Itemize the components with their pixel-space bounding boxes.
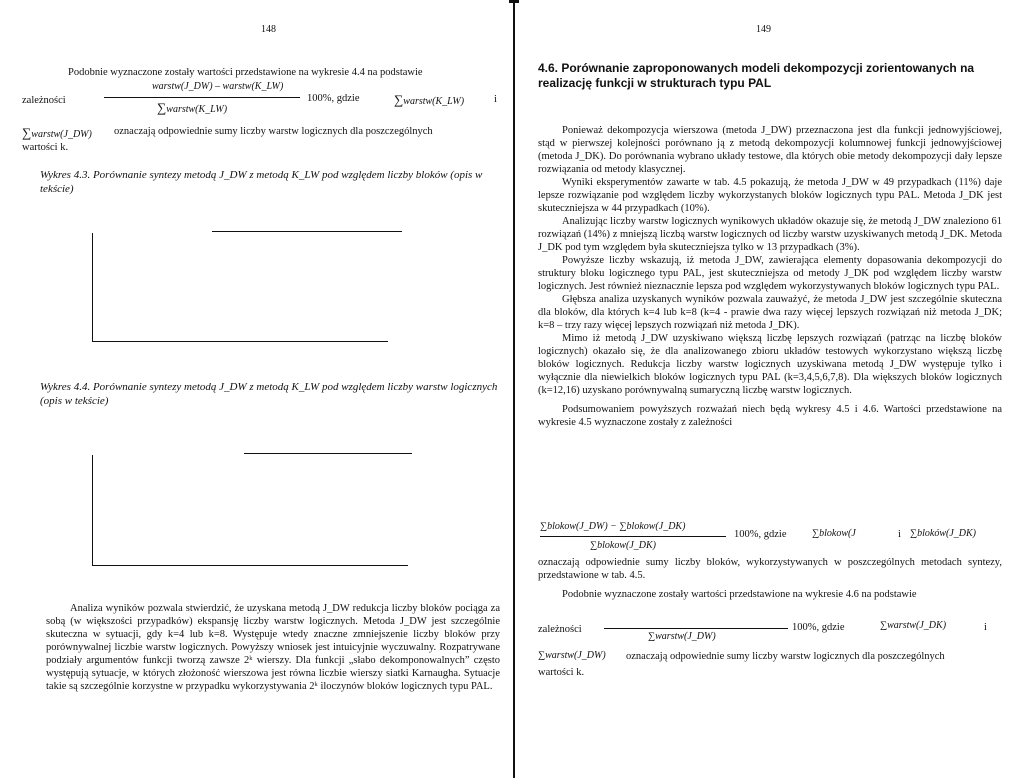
left-sum-desc: oznaczają odpowiednie sumy liczby warstw logicznych dla poszczególnych [114, 126, 433, 137]
graph-4-4-y-axis [92, 455, 93, 565]
left-wartosci-k: wartości k. [22, 142, 69, 153]
left-paragraph: Analiza wyników pozwala stwierdzić, że uzyskana metodą J_DW redukcja liczby bloków pociąga za sobą (w większości przypadków) ekspansję liczby warstw logicznych. Metoda J_DW jest szczególnie skuteczna w sytuacji, gdy k=4 lub k=8. Występuje wtedy znaczne zmniejszenie liczby bloków przy porównywalnej liczbie warstw logicznych. Powyższy wniosek jest intuicyjnie wyczuwalny. Rozpatrywane podziały argumentów funkcji tworzą zawsze 2ᵏ wierszy. Dla funkcji „słabo dekomponowalnych” często występują sytuacje, w których złożoność wierszowa jest równa liczbie wierszy siatki Karnaugha. Sytuacje takie są szczególnie korzystne w przypadku wykorzystywania 2ᵏ iloczynów bloków logicznych typu PAL. [46, 603, 500, 692]
left-sum-term: warstw(K_LW) [403, 96, 465, 107]
right-paragraph-8: oznaczają odpowiednie sumy liczby bloków, wykorzystywanych w poszczególnych metodach syntezy, przedstawione w tab. 4.5. [538, 557, 1002, 581]
left-page-number: 148 [261, 24, 276, 35]
right-formula1-pct: 100%, gdzie [734, 529, 787, 540]
sigma-icon: ∑ [22, 125, 32, 140]
section-heading: 4.6. Porównanie zaproponowanych modeli dekompozycji zorientowanych na realizację funkcji w strukturach typu PAL [538, 61, 975, 90]
left-and: i [494, 94, 497, 105]
right-formula2-bottom: ∑warstw(J_DW) [648, 631, 716, 642]
right-paragraph-4: Powyższe liczby wskazują, iż metoda J_DW, zawierająca elementy dopasowania dekompozycji do struktury bloku logicznego typu PAL, jest skuteczniejsza od metody J_DK pod względem liczby warstw logicznych. Jest również nieznacznie lepsza pod względem wykorzystywanych bloków logicznych typu PAL. [538, 255, 1002, 292]
right-formula2-desc: oznaczają odpowiednie sumy liczby warstw logicznych dla poszczególnych [626, 651, 945, 662]
right-formula2-and: i [984, 622, 987, 633]
left-formula-bottom: warstw(K_LW) [166, 104, 228, 115]
right-formula1-term2: ∑bloków(J_DK) [910, 528, 977, 539]
right-page-number: 149 [756, 24, 771, 35]
left-sum-term2: warstw(J_DW) [31, 129, 92, 140]
left-intro-line: Podobnie wyznaczone zostały wartości przedstawione na wykresie 4.4 na podstawie [68, 67, 423, 78]
graph-4-3-y-axis [92, 233, 93, 341]
graph-4-3-x-axis [92, 341, 388, 342]
caption-wykres-4-4: Wykres 4.4. Porównanie syntezy metodą J_DW z metodą K_LW pod względem liczby warstw logicznych (opis w tekście) [40, 381, 498, 407]
right-paragraph-7: Podsumowaniem powyższych rozważań niech będą wykresy 4.5 i 4.6. Wartości przedstawione na wykresie 4.5 wyznaczone zostały z zależności [538, 404, 1002, 428]
right-formula2-k: wartości k. [538, 667, 585, 678]
right-formula1-bar [540, 536, 726, 537]
divider-cap [509, 0, 519, 3]
right-paragraph-1: Ponieważ dekompozycja wierszowa (metoda J_DW) przeznaczona jest dla funkcji jednowyjściowej, stąd w pierwszej kolejności porównano ją z metodą dekompozycji kolumnowej funkcji jednowyjściowej (metoda J_DK). Do porównania wybrano układy testowe, dla których obie metody dekompozycji dały lepsze rozwiązania od metody klasycznej. [538, 125, 1002, 175]
right-formula1-bottom: ∑blokow(J_DK) [590, 540, 657, 551]
right-formula2-term2: ∑warstw(J_DW) [538, 650, 606, 661]
right-formula1-and: i [898, 529, 901, 540]
right-paragraph-5: Głębsza analiza uzyskanych wyników pozwala zauważyć, że metoda J_DW jest szczególnie skuteczna dla bloków, dla których k=4 lub k=8 (k=4 - prawie dwa razy więcej lepszych rozwiązań niż metoda J_DK; k=8 – trzy razy więcej lepszych rozwiązań niż metoda J_DK). [538, 294, 1002, 331]
page-divider [513, 0, 515, 778]
right-formula2-bar [604, 628, 788, 629]
right-formula1-term1: ∑blokow(J [812, 528, 856, 539]
right-formula1-top: ∑blokow(J_DW) − ∑blokow(J_DK) [540, 521, 686, 532]
caption-wykres-4-3: Wykres 4.3. Porównanie syntezy metodą J_DW z metodą K_LW pod względem liczby bloków (opis w tekście) [40, 169, 483, 195]
right-paragraph-3: Analizując liczby warstw logicznych wynikowych układów okazuje się, że metodą J_DW znaleziono 61 rozwiązań (14%) z mniejszą liczbą warstw logicznych od liczby warstw uzyskiwanych metodą J_DK. Metoda J_DK pod tym względem była skuteczniejsza tylko w 13 przypadkach (3%). [538, 216, 1002, 253]
right-paragraph-2: Wyniki eksperymentów zawarte w tab. 4.5 pokazują, że metoda J_DW w 49 przypadkach (11%) daje lepsze rozwiązanie pod względem liczby wykorzystanych bloków logicznych typu PAL. Metoda J_DK jest skuteczniejsza w 44 przypadkach (10%). [538, 177, 1002, 214]
right-paragraph-9: Podobnie wyznaczone zostały wartości przedstawione na wykresie 4.6 na podstawie [562, 589, 917, 600]
left-zaleznosci: zależności [22, 95, 66, 106]
left-formula-top: warstw(J_DW) – warstw(K_LW) [152, 81, 284, 92]
graph-4-3-top-line [212, 231, 402, 232]
right-formula2-term1: ∑warstw(J_DK) [880, 620, 947, 631]
right-formula2-pct: 100%, gdzie [792, 622, 845, 633]
right-formula2-zaleznosci: zależności [538, 624, 582, 635]
sigma-icon: ∑ [157, 100, 167, 115]
left-percent-gdzie: 100%, gdzie [307, 93, 360, 104]
right-paragraph-6: Mimo iż metodą J_DW uzyskiwano większą liczbę lepszych rozwiązań (patrząc na liczbę bloków logicznych) okazało się, że dla analizowanego zbioru układów testowych wykorzystano większą liczbę bloków logicznych. Redukcja liczby warstw logicznych uzyskiwana metodą J_DW występuje tylko i wyłącznie dla niewielkich bloków logicznych typu PAL (k=3,4,5,6,7,8). Dla większych bloków logicznych (k=12,16) uzyskano porównywalną sumaryczną liczbę warstw logicznych. [538, 333, 1002, 396]
sigma-icon: ∑ [394, 92, 404, 107]
graph-4-4-x-axis [92, 565, 408, 566]
left-fraction-bar [104, 97, 300, 98]
graph-4-4-top-line [244, 453, 412, 454]
